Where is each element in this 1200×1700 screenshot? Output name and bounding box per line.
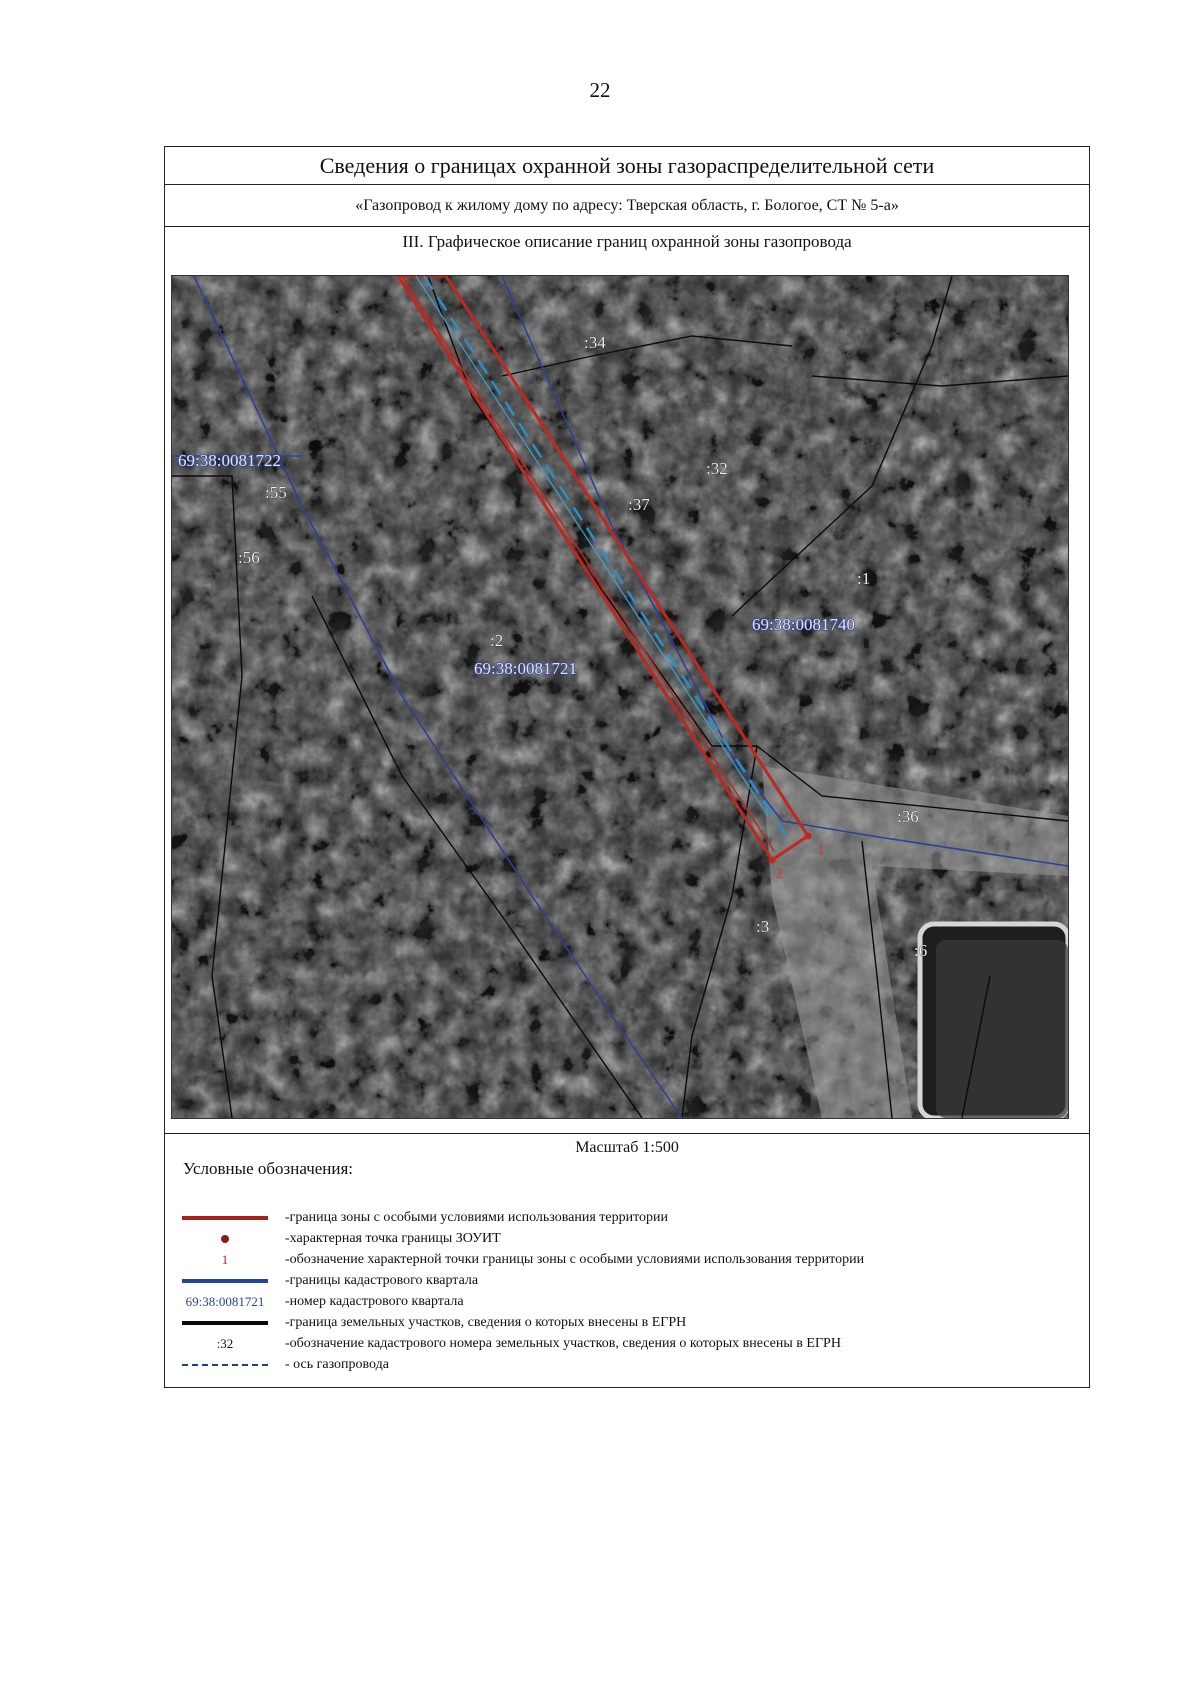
section-title: III. Графическое описание границ охранной зоны газопровода [402, 232, 852, 251]
legend-blue-text: 69:38:0081721 [185, 1293, 265, 1309]
legend-black-text: :32 [216, 1335, 234, 1351]
parcel-label-37: :37 [628, 495, 650, 514]
legend-row-parcel-boundary [165, 1312, 1089, 1333]
legend-red-number: 1 [221, 1251, 229, 1267]
legend-text: -обозначение характерной точки границы зоны с особыми условиями использования территории [285, 1251, 865, 1267]
parcel-label-3: :3 [756, 917, 770, 936]
map-svg [172, 276, 1068, 1118]
parcel-label-6: :6 [914, 941, 928, 960]
legend-blue-dash-icon [182, 1364, 268, 1366]
quarter-label-1740: 69:38:0081740 [752, 615, 855, 634]
legend-text: -граница земельных участков, сведения о которых внесены в ЕГРН [285, 1314, 687, 1330]
point-label-1: 1 [817, 842, 825, 858]
legend-blue-line-icon [182, 1279, 268, 1283]
legend-red-line-icon [182, 1216, 268, 1220]
parcel-label-2: :2 [490, 631, 504, 650]
parcel-label-34: :34 [584, 333, 606, 352]
legend-red-dot-icon [221, 1235, 229, 1243]
legend-text: - ось газопровода [285, 1356, 389, 1372]
legend-text: -граница зоны с особыми условиями использования территории [285, 1209, 669, 1225]
document-frame [164, 146, 1090, 1388]
legend-title: Условные обозначения: [183, 1159, 354, 1178]
pond-water [936, 940, 1068, 1118]
legend-row-quarter-number [165, 1291, 1089, 1312]
legend-row-pipeline-axis [165, 1354, 1089, 1375]
legend-text: -номер кадастрового квартала [285, 1293, 464, 1309]
map-scale: Масштаб 1:500 [575, 1139, 679, 1156]
boundary-point-2 [769, 857, 776, 864]
legend [165, 1207, 1089, 1375]
parcel-label-56: :56 [238, 548, 260, 567]
legend-row-zone-boundary [165, 1207, 1089, 1228]
parcel-label-32: :32 [706, 459, 728, 478]
page-number: 22 [589, 78, 611, 102]
parcel-label-1: :1 [857, 569, 871, 588]
point-label-2: 2 [776, 866, 784, 882]
legend-row-parcel-number [165, 1333, 1089, 1354]
map-divider [165, 1133, 1089, 1134]
document-subtitle: «Газопровод к жилому дому по адресу: Тверская область, г. Бологое, СТ № 5-а» [165, 185, 1089, 227]
boundary-point-1 [805, 833, 812, 840]
legend-text: -обозначение кадастрового номера земельных участков, сведения о которых внесены в ЕГРН [285, 1335, 841, 1351]
legend-row-zone-point [165, 1228, 1089, 1249]
legend-row-point-number [165, 1249, 1089, 1270]
parcel-label-36: :36 [897, 807, 919, 826]
legend-row-quarter-boundary [165, 1270, 1089, 1291]
quarter-label-1722: 69:38:0081722 [178, 451, 281, 470]
legend-text: -границы кадастрового квартала [285, 1272, 479, 1288]
parcel-label-55: :55 [265, 483, 287, 502]
legend-black-line-icon [182, 1321, 268, 1325]
aerial-map [171, 275, 1069, 1119]
legend-text: -характерная точка границы ЗОУИТ [285, 1230, 501, 1246]
quarter-label-1721: 69:38:0081721 [474, 659, 577, 678]
document-title: Сведения о границах охранной зоны газораспределительной сети [165, 147, 1089, 185]
